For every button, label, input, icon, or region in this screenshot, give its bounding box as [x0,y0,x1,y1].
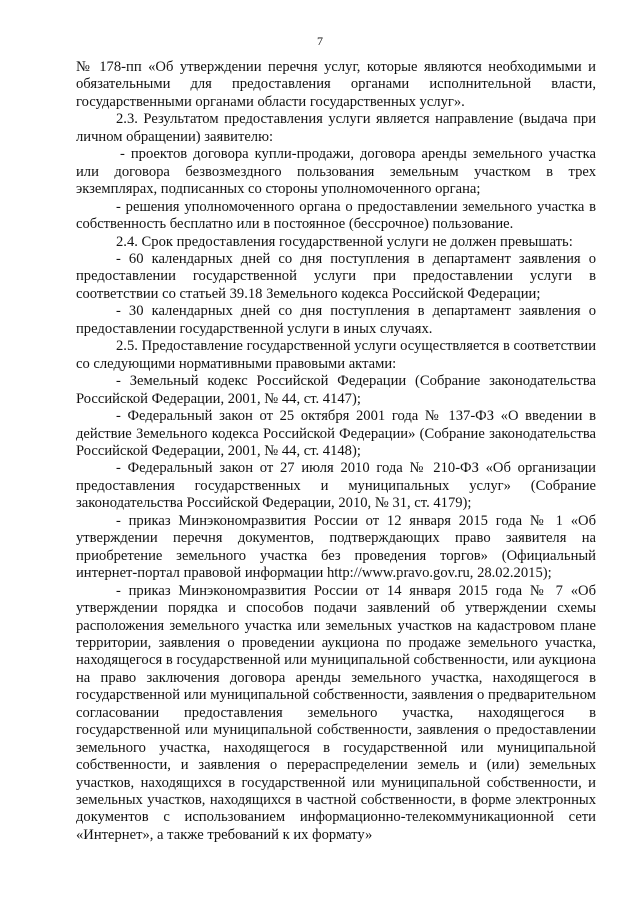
paragraph-2: 2.3. Результатом предоставления услуги является направление (выдача при личном обращении) заявителю: [76,111,596,145]
paragraph-7: - 30 календарных дней со дня поступления в департамент заявления о предоставлении государственной услуги в иных случаях. [76,303,596,337]
paragraph-10: - Федеральный закон от 25 октября 2001 года № 137-ФЗ «О введении в действие Земельного кодекса Российской Федерации» (Собрание законодательства Российской Федерации, 2001, № 44, ст. 4148); [76,408,596,459]
document-body [76,59,596,844]
page-number: 7 [317,34,323,48]
paragraph-8: 2.5. Предоставление государственной услуги осуществляется в соответствии со следующими нормативными правовыми актами: [76,338,596,372]
paragraph-6: - 60 календарных дней со дня поступления в департамент заявления о предоставлении государственной услуги при предоставлении услуги в соответствии со статьей 39.18 Земельного кодекса Российской Федерации; [76,250,596,302]
paragraph-11: - Федеральный закон от 27 июля 2010 года № 210-ФЗ «Об организации предоставления государственных и муниципальных услуг» (Собрание законодательства Российской Федерации, 2010, № 31, ст. 4179); [76,460,596,512]
paragraph-4: - решения уполномоченного органа о предоставлении земельного участка в собственность бесплатно или в постоянное (бессрочное) пользование. [76,198,596,233]
paragraph-13: - приказ Минэкономразвития России от 14 января 2015 года № 7 «Об утверждении порядка и способов подачи заявлений об утверждении схемы расположения земельного участка или земельных участков на кадастровом плане территории, заявления о проведении аукциона по продаже земельного участка, находящегося в государственной или муниципальной собственности, или аукциона на право заключения договора аренды земельного участка, находящегося в государственной или муниципальной собственности, заявления о предварительном согласовании предоставления земельного участка, находящегося в государственной или муниципальной собственности, заявления о предоставлении земельного участка, находящегося в государственной или муниципальной собственности, и заявления о перераспределении земель и (или) земельных участков, находящихся в государственной или муниципальной собственности, и земельных участков, находящихся в частной собственности, в форме электронных документов с использованием информационно-телекоммуникационной сети «Интернет», а также требований к их формату» [76,582,596,843]
paragraph-1: № 178-пп «Об утверждении перечня услуг, которые являются необходимыми и обязательными для предоставления органами исполнительной власти, государственными органами области государственных услуг». [76,59,596,110]
paragraph-3: - проектов договора купли-продажи, договора аренды земельного участка или договора безвозмездного пользования земельным участком в трех экземплярах, подписанных со стороны уполномоченного органа; [76,146,596,198]
paragraph-9: - Земельный кодекс Российской Федерации (Собрание законодательства Российской Федерации, 2001, № 44, ст. 4147); [76,373,596,407]
paragraph-5: 2.4. Срок предоставления государственной услуги не должен превышать: [116,233,573,250]
paragraph-12: - приказ Минэкономразвития России от 12 января 2015 года № 1 «Об утверждении перечня документов, подтверждающих право заявителя на приобретение земельного участка без проведения торгов» (Официальный интернет-портал правовой информации http://www.pravo.gov.ru, 28.02.2015); [76,512,596,582]
